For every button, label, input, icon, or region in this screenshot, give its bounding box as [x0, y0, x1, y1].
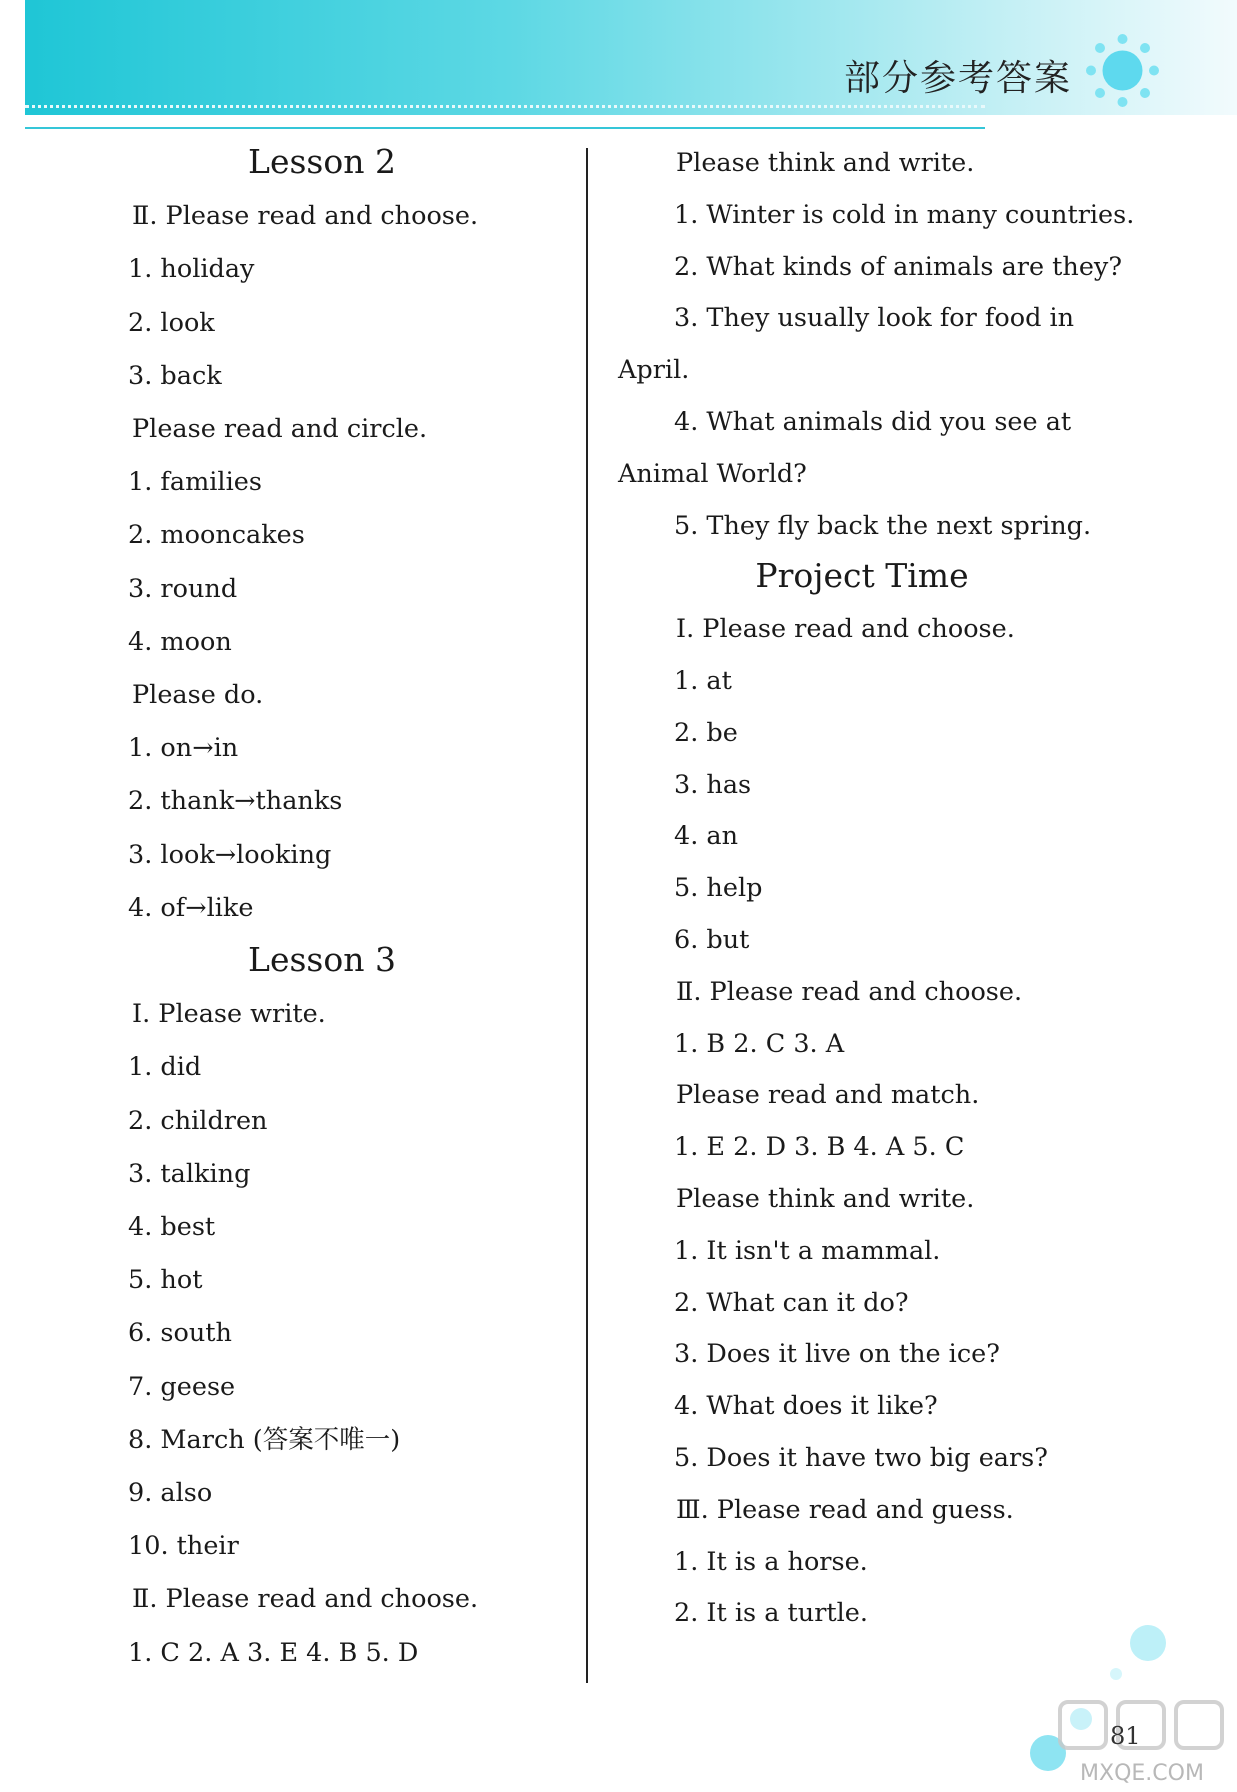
answer-line: 4. What does it like? [674, 1391, 938, 1422]
answer-line: 3. talking [128, 1158, 251, 1189]
answer-line: 3. round [128, 573, 238, 604]
answer-line: 6. south [128, 1318, 232, 1349]
section-instruction: Please think and write. [676, 1184, 975, 1214]
answer-line: 2. What can it do? [674, 1287, 909, 1318]
answer-line: 7. geese [128, 1371, 236, 1402]
section-instruction: Please think and write. [676, 148, 975, 178]
section-instruction: Ⅲ. Please read and guess. [676, 1494, 1014, 1525]
answer-line: 8. March (答案不唯一) [128, 1424, 401, 1455]
answer-line: 5. hot [128, 1265, 203, 1296]
answer-line: 3. Does it live on the ice? [674, 1339, 1000, 1370]
answer-line: 2. thank→thanks [128, 786, 343, 817]
answer-line: April. [618, 355, 690, 386]
answer-line: 1. It isn't a mammal. [674, 1235, 941, 1266]
answer-line: 3. has [674, 769, 752, 800]
answer-line: 4. best [128, 1212, 216, 1242]
answer-line: 1. Winter is cold in many countries. [674, 199, 1135, 230]
section-instruction: Please do. [132, 680, 264, 710]
watermark-text: MXQE.COM [1080, 1761, 1204, 1786]
answer-line: 2. It is a turtle. [674, 1598, 868, 1629]
answer-line: 5. Does it have two big ears? [674, 1443, 1048, 1473]
answer-line: 5. They fly back the next spring. [674, 510, 1092, 541]
answer-line: 1. It is a horse. [674, 1546, 868, 1577]
section-instruction: Ⅱ. Please read and choose. [132, 1584, 479, 1615]
section-instruction: Ⅰ. Please write. [132, 999, 326, 1030]
lesson-heading: Lesson 2 [248, 142, 396, 181]
answer-line: 2. children [128, 1105, 268, 1136]
answer-line: 1. on→in [128, 733, 239, 764]
page-title: 部分参考答案 [843, 58, 1072, 99]
header-rule [25, 127, 985, 129]
answer-line: 2. look [128, 307, 215, 338]
answer-line: 2. What kinds of animals are they? [674, 251, 1123, 282]
answer-line: 1. at [674, 666, 732, 696]
section-instruction: Ⅰ. Please read and choose. [676, 614, 1015, 645]
answer-line: 4. moon [128, 626, 232, 657]
header-dotted-line [25, 105, 985, 108]
lesson-heading: Project Time [755, 556, 969, 596]
answer-line: 10. their [128, 1531, 239, 1562]
answer-line: 4. of→like [128, 892, 254, 923]
answer-line: Animal World? [618, 458, 807, 489]
sun-icon [1085, 33, 1160, 108]
answer-line: 4. What animals did you see at [674, 407, 1072, 437]
decorative-bubble [1110, 1668, 1122, 1680]
answer-line: 3. look→looking [128, 839, 332, 870]
lesson-heading: Lesson 3 [248, 940, 396, 979]
answer-line: 4. an [674, 821, 739, 852]
answer-line: 1. C 2. A 3. E 4. B 5. D [128, 1637, 419, 1668]
answer-line: 1. did [128, 1052, 202, 1083]
answer-line: 1. families [128, 467, 262, 498]
section-instruction: Ⅱ. Please read and choose. [132, 201, 479, 232]
watermark-logo [1050, 1690, 1235, 1790]
answer-line: 2. mooncakes [128, 520, 305, 551]
section-instruction: Please read and match. [676, 1080, 980, 1111]
decorative-bubble [1130, 1625, 1166, 1661]
answer-line: 6. but [674, 925, 750, 955]
section-instruction: Please read and circle. [132, 414, 428, 444]
page-number: 81 [1110, 1722, 1141, 1750]
answer-line: 1. E 2. D 3. B 4. A 5. C [674, 1132, 965, 1163]
answer-line: 1. holiday [128, 254, 255, 285]
answer-line: 5. help [674, 873, 763, 904]
answer-line: 1. B 2. C 3. A [674, 1028, 845, 1059]
column-divider [586, 148, 588, 1683]
answer-line: 3. back [128, 360, 222, 391]
answer-line: 3. They usually look for food in [674, 303, 1075, 334]
answer-line: 9. also [128, 1478, 213, 1508]
answer-line: 2. be [674, 717, 738, 748]
section-instruction: Ⅱ. Please read and choose. [676, 976, 1023, 1007]
